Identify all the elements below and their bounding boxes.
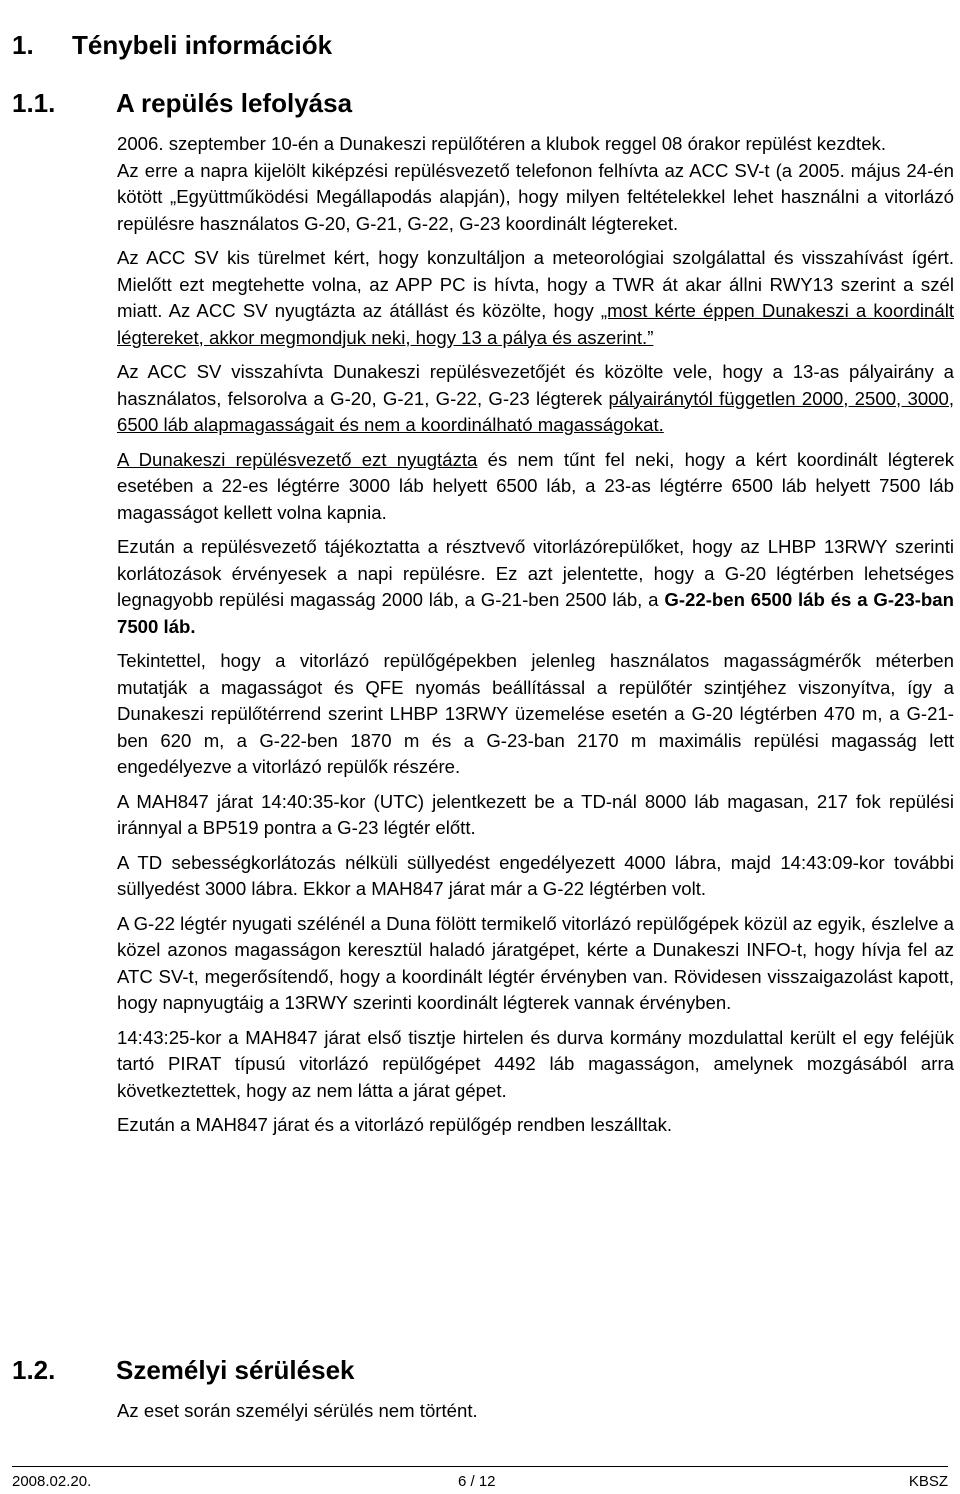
page-footer bbox=[12, 1466, 948, 1493]
paragraph: A TD sebességkorlátozás nélküli süllyedést engedélyezett 4000 lábra, majd 14:43:09-kor további süllyedést 3000 lábra. Ekkor a MAH847 járat már a G-22 légtérben volt. bbox=[117, 851, 954, 899]
paragraph bbox=[117, 447, 954, 527]
document-body bbox=[117, 131, 954, 1147]
section-heading-1 bbox=[12, 30, 332, 61]
paragraph: Ezután a MAH847 járat és a vitorlázó repülőgép rendben leszálltak. bbox=[117, 1114, 673, 1135]
paragraph-text: Ezután a repülésvezető tájékoztatta a résztvevő vitorlázórepülőket, hogy az LHBP 13RWY szerinti korlátozások érvényesek a napi repülésre. Ez azt jelentette, hogy a G-20 légtérben lehetséges legnagyobb repülési magasság 2000 láb, a G-21-ben 2500 láb, a bbox=[117, 536, 954, 610]
paragraph: Az eset során személyi sérülés nem történt. bbox=[117, 1400, 478, 1421]
section-heading-1-2 bbox=[12, 1355, 952, 1386]
section-title: Személyi sérülések bbox=[116, 1355, 355, 1385]
paragraph: 2006. szeptember 10-én a Dunakeszi repülőtéren a klubok reggel 08 órakor repülést kezdtek. bbox=[117, 133, 886, 154]
paragraph: Az erre a napra kijelölt kiképzési repülésvezető telefonon felhívta az ACC SV-t (a 2005. május 24-én kötött „Együttműködési Megállapodás alapján), hogy milyen feltételekkel lehet használni a vitorlázó repülésre használatos G-20, G-21, G-22, G-23 koordinált légtereket. bbox=[117, 159, 954, 234]
section-title: A repülés lefolyása bbox=[116, 88, 353, 118]
paragraph bbox=[117, 534, 954, 640]
underlined-text: pályairánytól független 2000, 2500, 3000, 6500 láb alapmagasságait és nem a koordinálható magasságokat. bbox=[117, 387, 955, 435]
paragraph: A MAH847 járat 14:40:35-kor (UTC) jelentkezett be a TD-nál 8000 láb magasan, 217 fok repülési iránnyal a BP519 pontra a G-23 légtér előtt. bbox=[117, 790, 954, 838]
paragraph: Tekintettel, hogy a vitorlázó repülőgépekben jelenleg használatos magasságmérők méterben mutatják a magasságot és QFE nyomás beállítással a repülőtér szintjéhez viszonyítva, így a Dunakeszi repülőtérrend szerint LHBP 13RWY üzemelése esetén a G-20 légtérben 470 m, a G-21-ben 620 m, a G-22-ben 1870 m és a G-23-ban 2170 m maximális repülési magasság lett engedélyezve a vitorlázó repülők részére. bbox=[117, 650, 954, 777]
paragraph bbox=[117, 359, 954, 439]
section-number: 1.2. bbox=[12, 1355, 56, 1385]
footer-date: 2008.02.20. bbox=[12, 1473, 92, 1490]
section-heading-1-1 bbox=[12, 88, 352, 119]
footer-organization: KBSZ bbox=[908, 1473, 948, 1490]
paragraph-text: és nem tűnt fel neki, hogy a kért koordinált légterek esetében a 22-es légtérre 3000 láb helyett 6500 láb, a 23-as légtérre 6500 láb helyett 7500 láb magasságot kellett volna kapnia. bbox=[117, 448, 954, 523]
paragraph: 14:43:25-kor a MAH847 járat első tisztje hirtelen és durva kormány mozdulattal került el egy feléjük tartó PIRAT típusú vitorlázó repülőgépet 4492 láb magasságon, amelynek mozgásából arra következtettek, hogy az nem látta a járat gépet. bbox=[117, 1026, 954, 1101]
underlined-text: A Dunakeszi repülésvezető ezt nyugtázta bbox=[117, 448, 478, 470]
paragraph: A G-22 légtér nyugati szélénél a Duna fölött termikelő vitorlázó repülőgépek közül az egyik, észlelve a közel azonos magasságon keresztül haladó járatgépet, kérte a Dunakeszi INFO-t, hogy hívja fel az ATC SV-t, megerősítendő, hogy a koordinált légtér érvényben van. Rövidesen visszaigazolást kapott, hogy napnyugtáig a 13RWY szerinti koordinált légterek vannak érvényben. bbox=[117, 912, 954, 1013]
paragraph-text: Az ACC SV kis türelmet kért, hogy konzultáljon a meteorológiai szolgálattal és visszahívást ígért. Mielőtt ezt megtehette volna, az APP PC is hívta, hogy a TWR át akar állni RWY13 szerint a szél miatt. Az ACC SV nyugtázta az átállást és közölte, hogy bbox=[117, 247, 954, 321]
underlined-quote: „most kérte éppen Dunakeszi a koordinált légtereket, akkor megmondjuk neki, hogy 13 a pálya és aszerint.” bbox=[117, 300, 954, 348]
footer-page-number: 6 / 12 bbox=[458, 1473, 496, 1490]
section-number: 1. bbox=[12, 30, 34, 60]
paragraph bbox=[117, 245, 954, 351]
paragraph-text: Az ACC SV visszahívta Dunakeszi repülésvezetőjét és közölte vele, hogy a 13-as pályairány a használatos, felsorolva a G-20, G-21, G-22, G-23 légterek bbox=[117, 361, 954, 409]
bold-text: G-22-ben 6500 láb és a G-23-ban 7500 láb. bbox=[117, 589, 954, 637]
section-number: 1.1. bbox=[12, 88, 56, 118]
section-title: Ténybeli információk bbox=[72, 30, 333, 60]
section-1-2 bbox=[12, 1355, 952, 1422]
